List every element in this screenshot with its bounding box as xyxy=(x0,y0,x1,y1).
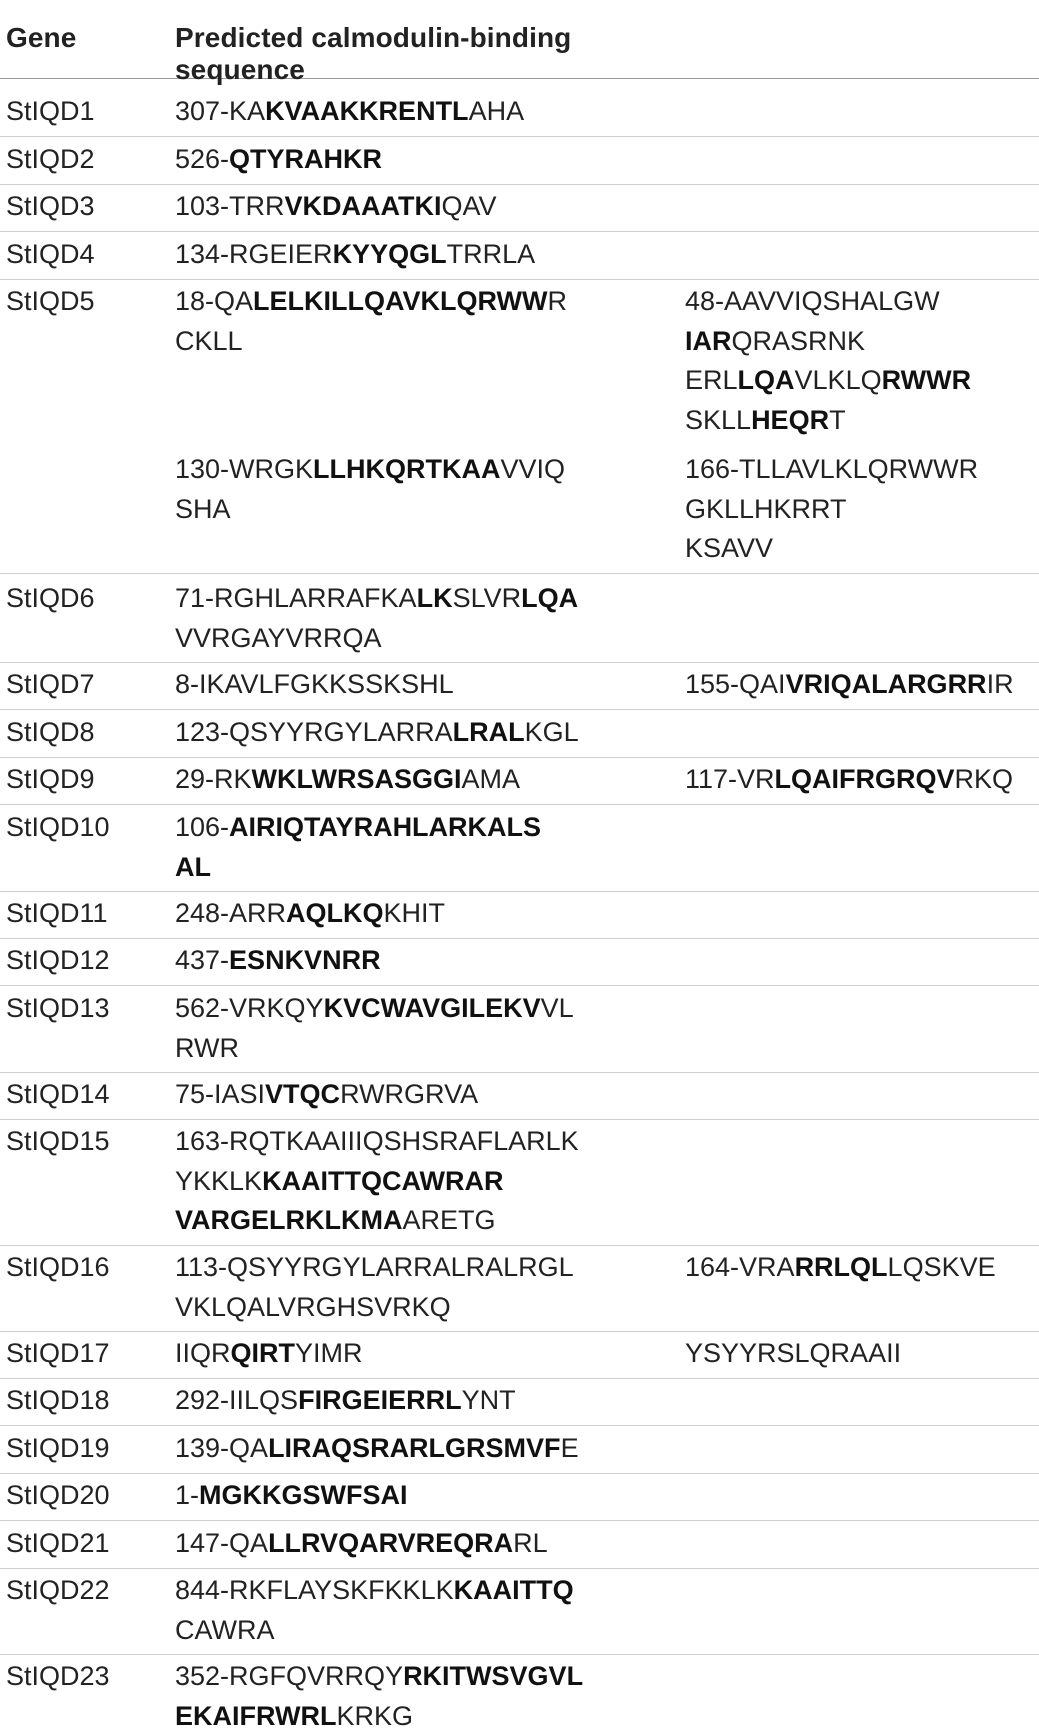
sequence-line xyxy=(685,450,1039,490)
row-divider xyxy=(0,279,1039,280)
sequence-line xyxy=(175,1697,615,1736)
sequence-text: RWR xyxy=(175,1033,239,1063)
gene-name: StIQD2 xyxy=(6,140,95,180)
sequence-line xyxy=(685,361,1039,401)
sequence-text: 48-AAVVIQSHALGW xyxy=(685,286,940,316)
sequence-text: 526- xyxy=(175,144,229,174)
gene-name: StIQD12 xyxy=(6,941,110,981)
sequence-text: VVIQ xyxy=(501,454,566,484)
sequence-text: 352-RGFQVRRQY xyxy=(175,1661,403,1691)
sequence-text: 123-QSYYRGYLARRA xyxy=(175,717,453,747)
sequence-text: YNT xyxy=(462,1385,516,1415)
binding-motif: VARGELRKLKMA xyxy=(175,1205,402,1235)
sequence-line xyxy=(175,1381,615,1421)
sequence-text: CKLL xyxy=(175,326,243,356)
gene-name: StIQD19 xyxy=(6,1429,110,1469)
binding-motif: RWWR xyxy=(882,365,971,395)
primary-sequence xyxy=(175,579,615,658)
sequence-text: YIMR xyxy=(295,1338,363,1368)
primary-sequence xyxy=(175,1524,615,1564)
sequence-text: ERL xyxy=(685,365,738,395)
gene-name: StIQD21 xyxy=(6,1524,110,1564)
row-divider xyxy=(0,231,1039,232)
binding-motif: KAAITTQCAWRAR xyxy=(262,1166,503,1196)
secondary-sequence xyxy=(685,1334,1039,1374)
sequence-text: 71-RGHLARRAFKA xyxy=(175,583,417,613)
sequence-text: 29-RK xyxy=(175,764,252,794)
secondary-sequence xyxy=(685,1248,1039,1288)
sequence-text: TRRLA xyxy=(447,239,536,269)
binding-motif: KVCWAVGILEKV xyxy=(324,993,541,1023)
primary-sequence xyxy=(175,989,615,1068)
sequence-text: R xyxy=(548,286,568,316)
sequence-line xyxy=(175,92,615,132)
sequence-line xyxy=(175,579,615,619)
sequence-text: E xyxy=(561,1433,579,1463)
binding-motif: LELKILLQAVKLQRWW xyxy=(253,286,547,316)
sequence-text: T xyxy=(829,405,846,435)
binding-motif: LRAL xyxy=(453,717,525,747)
sequence-text: 8-IKAVLFGKKSSKSHL xyxy=(175,669,454,699)
sequence-text: ARETG xyxy=(402,1205,495,1235)
binding-motif: LQAIFRGRQV xyxy=(775,764,955,794)
sequence-text: VL xyxy=(541,993,574,1023)
sequence-line xyxy=(175,1571,615,1611)
header-gene: Gene xyxy=(6,22,76,54)
sequence-text: YSYYRSLQRAAII xyxy=(685,1338,901,1368)
primary-sequence xyxy=(175,1657,615,1736)
sequence-line xyxy=(175,1429,615,1469)
sequence-text: 106- xyxy=(175,812,229,842)
sequence-line xyxy=(685,490,1039,530)
binding-motif: ESNKVNRR xyxy=(229,945,381,975)
sequence-line xyxy=(175,989,615,1029)
binding-motif: LQA xyxy=(738,365,795,395)
binding-motif: LK xyxy=(417,583,453,613)
sequence-text: 562-VRKQY xyxy=(175,993,324,1023)
secondary-sequence xyxy=(685,450,1039,569)
gene-name: StIQD16 xyxy=(6,1248,110,1288)
sequence-text: KSAVV xyxy=(685,533,773,563)
gene-name: StIQD20 xyxy=(6,1476,110,1516)
row-divider xyxy=(0,1119,1039,1120)
sequence-text: QRASRNK xyxy=(732,326,866,356)
sequence-text: SKLL xyxy=(685,405,751,435)
binding-motif: IAR xyxy=(685,326,732,356)
sequence-text: 134-RGEIER xyxy=(175,239,333,269)
binding-motif: VRIQALARGRR xyxy=(786,669,987,699)
sequence-text: YKKLK xyxy=(175,1166,262,1196)
sequence-line xyxy=(685,282,1039,322)
sequence-text: RL xyxy=(513,1528,548,1558)
sequence-text: 166-TLLAVLKLQRWWR xyxy=(685,454,978,484)
sequence-text: 1- xyxy=(175,1480,199,1510)
binding-motif: LLRVQARVREQRA xyxy=(268,1528,513,1558)
primary-sequence xyxy=(175,1334,615,1374)
sequence-line xyxy=(685,401,1039,441)
binding-motif: VKDAAATKI xyxy=(285,191,442,221)
row-divider xyxy=(0,1473,1039,1474)
sequence-text: 113-QSYYRGYLARRALRALRGL xyxy=(175,1252,574,1282)
sequence-text: VLKLQ xyxy=(795,365,882,395)
sequence-text: SLVR xyxy=(453,583,522,613)
binding-motif: KYYQGL xyxy=(333,239,447,269)
gene-name: StIQD5 xyxy=(6,282,95,322)
sequence-line xyxy=(175,848,615,888)
sequence-line xyxy=(175,322,615,362)
row-divider xyxy=(0,1425,1039,1426)
sequence-line xyxy=(175,187,615,227)
binding-motif: EKAIFRWRL xyxy=(175,1701,337,1731)
row-divider xyxy=(0,573,1039,574)
sequence-line xyxy=(685,760,1039,800)
row-divider xyxy=(0,1568,1039,1569)
gene-name: StIQD7 xyxy=(6,665,95,705)
binding-motif: LQA xyxy=(521,583,578,613)
binding-motif: LIRAQSRARLGRSMVF xyxy=(268,1433,561,1463)
primary-sequence xyxy=(175,1571,615,1650)
sequence-line xyxy=(175,1611,615,1651)
sequence-text: 248-ARR xyxy=(175,898,286,928)
sequence-line xyxy=(175,941,615,981)
binding-motif: KVAAKKRENTL xyxy=(265,96,469,126)
primary-sequence xyxy=(175,1122,615,1241)
sequence-text: LQSKVE xyxy=(888,1252,996,1282)
sequence-text: RWRGRVA xyxy=(340,1079,478,1109)
sequence-line xyxy=(175,665,615,705)
sequence-line xyxy=(175,1248,615,1288)
row-divider xyxy=(0,891,1039,892)
secondary-sequence xyxy=(685,760,1039,800)
binding-motif: AL xyxy=(175,852,211,882)
sequence-text: 844-RKFLAYSKFKKLK xyxy=(175,1575,454,1605)
primary-sequence xyxy=(175,808,615,887)
gene-name: StIQD4 xyxy=(6,235,95,275)
secondary-sequence xyxy=(685,282,1039,440)
binding-motif: MGKKGSWFSAI xyxy=(199,1480,408,1510)
sequence-text: KRKG xyxy=(337,1701,414,1731)
sequence-text: 164-VRA xyxy=(685,1252,795,1282)
sequence-text: 75-IASI xyxy=(175,1079,265,1109)
sequence-text: 163-RQTKAAIIIQSHSRAFLARLK xyxy=(175,1126,579,1156)
sequence-text: 139-QA xyxy=(175,1433,268,1463)
sequence-line xyxy=(685,529,1039,569)
sequence-line xyxy=(175,1476,615,1516)
sequence-line xyxy=(175,1122,615,1162)
sequence-text: AMA xyxy=(462,764,521,794)
binding-motif: AIRIQTAYRAHLARKALS xyxy=(229,812,541,842)
binding-motif: VTQC xyxy=(265,1079,340,1109)
sequence-text: AHA xyxy=(469,96,525,126)
primary-sequence xyxy=(175,1381,615,1421)
primary-sequence xyxy=(175,450,615,529)
primary-sequence xyxy=(175,665,615,705)
gene-name: StIQD13 xyxy=(6,989,110,1029)
sequence-line xyxy=(175,713,615,753)
primary-sequence xyxy=(175,1476,615,1516)
binding-motif: QTYRAHKR xyxy=(229,144,382,174)
gene-name: StIQD6 xyxy=(6,579,95,619)
row-divider xyxy=(0,662,1039,663)
sequence-line xyxy=(175,235,615,275)
sequence-line xyxy=(175,1524,615,1564)
sequence-line xyxy=(175,619,615,659)
binding-motif: QIRT xyxy=(231,1338,296,1368)
sequence-text: IIQR xyxy=(175,1338,231,1368)
row-divider xyxy=(0,1072,1039,1073)
sequence-line xyxy=(175,760,615,800)
sequence-line xyxy=(175,450,615,490)
sequence-text: IR xyxy=(987,669,1014,699)
primary-sequence xyxy=(175,941,615,981)
table-header xyxy=(0,0,1039,79)
row-divider xyxy=(0,938,1039,939)
gene-name: StIQD8 xyxy=(6,713,95,753)
primary-sequence xyxy=(175,282,615,361)
gene-name: StIQD22 xyxy=(6,1571,110,1611)
sequence-line xyxy=(175,1075,615,1115)
row-divider xyxy=(0,985,1039,986)
primary-sequence xyxy=(175,140,615,180)
row-divider xyxy=(0,1245,1039,1246)
binding-motif: KAAITTQ xyxy=(454,1575,574,1605)
sequence-text: SHA xyxy=(175,494,231,524)
binding-motif: RRLQL xyxy=(795,1252,888,1282)
sequence-text: VKLQALVRGHSVRKQ xyxy=(175,1292,451,1322)
gene-name: StIQD10 xyxy=(6,808,110,848)
sequence-text: 307-KA xyxy=(175,96,265,126)
sequence-text: 155-QAI xyxy=(685,669,786,699)
sequence-line xyxy=(685,1334,1039,1374)
sequence-text: 147-QA xyxy=(175,1528,268,1558)
primary-sequence xyxy=(175,235,615,275)
row-divider xyxy=(0,757,1039,758)
sequence-text: 437- xyxy=(175,945,229,975)
sequence-line xyxy=(685,665,1039,705)
header-sequence: Predicted calmodulin-binding sequence xyxy=(175,22,615,86)
sequence-line xyxy=(175,808,615,848)
sequence-text: 130-WRGK xyxy=(175,454,313,484)
sequence-line xyxy=(175,1201,615,1241)
sequence-line xyxy=(685,1248,1039,1288)
sequence-line xyxy=(175,1657,615,1697)
sequence-line xyxy=(175,140,615,180)
gene-name: StIQD18 xyxy=(6,1381,110,1421)
row-divider xyxy=(0,709,1039,710)
row-divider xyxy=(0,1654,1039,1655)
row-divider xyxy=(0,1331,1039,1332)
sequence-line xyxy=(175,1288,615,1328)
row-divider xyxy=(0,804,1039,805)
sequence-line xyxy=(685,322,1039,362)
primary-sequence xyxy=(175,1429,615,1469)
sequence-text: 18-QA xyxy=(175,286,253,316)
sequence-text: RKQ xyxy=(955,764,1014,794)
row-divider xyxy=(0,136,1039,137)
gene-name: StIQD1 xyxy=(6,92,95,132)
sequence-text: 117-VR xyxy=(685,764,775,794)
primary-sequence xyxy=(175,187,615,227)
sequence-text: VVRGAYVRRQA xyxy=(175,623,382,653)
binding-motif: AQLKQ xyxy=(286,898,384,928)
primary-sequence xyxy=(175,92,615,132)
primary-sequence xyxy=(175,713,615,753)
sequence-text: GKLLHKRRT xyxy=(685,494,847,524)
sequence-line xyxy=(175,1162,615,1202)
sequence-text: QAV xyxy=(442,191,497,221)
sequence-text: 103-TRR xyxy=(175,191,285,221)
row-divider xyxy=(0,1520,1039,1521)
sequence-line xyxy=(175,282,615,322)
row-divider xyxy=(0,184,1039,185)
gene-name: StIQD23 xyxy=(6,1657,110,1697)
sequence-line xyxy=(175,894,615,934)
gene-name: StIQD11 xyxy=(6,894,108,934)
sequence-text: CAWRA xyxy=(175,1615,275,1645)
primary-sequence xyxy=(175,760,615,800)
binding-motif: WKLWRSASGGI xyxy=(252,764,462,794)
primary-sequence xyxy=(175,894,615,934)
sequence-line xyxy=(175,490,615,530)
binding-motif: FIRGEIERRL xyxy=(298,1385,462,1415)
sequence-text: KHIT xyxy=(384,898,446,928)
binding-motif: LLHKQRTKAA xyxy=(313,454,500,484)
sequence-text: KGL xyxy=(525,717,579,747)
binding-motif: RKITWSVGVL xyxy=(403,1661,583,1691)
gene-name: StIQD14 xyxy=(6,1075,110,1115)
sequence-line xyxy=(175,1029,615,1069)
binding-motif: HEQR xyxy=(751,405,829,435)
primary-sequence xyxy=(175,1248,615,1327)
sequence-line xyxy=(175,1334,615,1374)
secondary-sequence xyxy=(685,665,1039,705)
gene-name: StIQD3 xyxy=(6,187,95,227)
gene-name: StIQD17 xyxy=(6,1334,110,1374)
sequence-text: 292-IILQS xyxy=(175,1385,298,1415)
gene-name: StIQD9 xyxy=(6,760,95,800)
gene-name: StIQD15 xyxy=(6,1122,110,1162)
row-divider xyxy=(0,1378,1039,1379)
primary-sequence xyxy=(175,1075,615,1115)
